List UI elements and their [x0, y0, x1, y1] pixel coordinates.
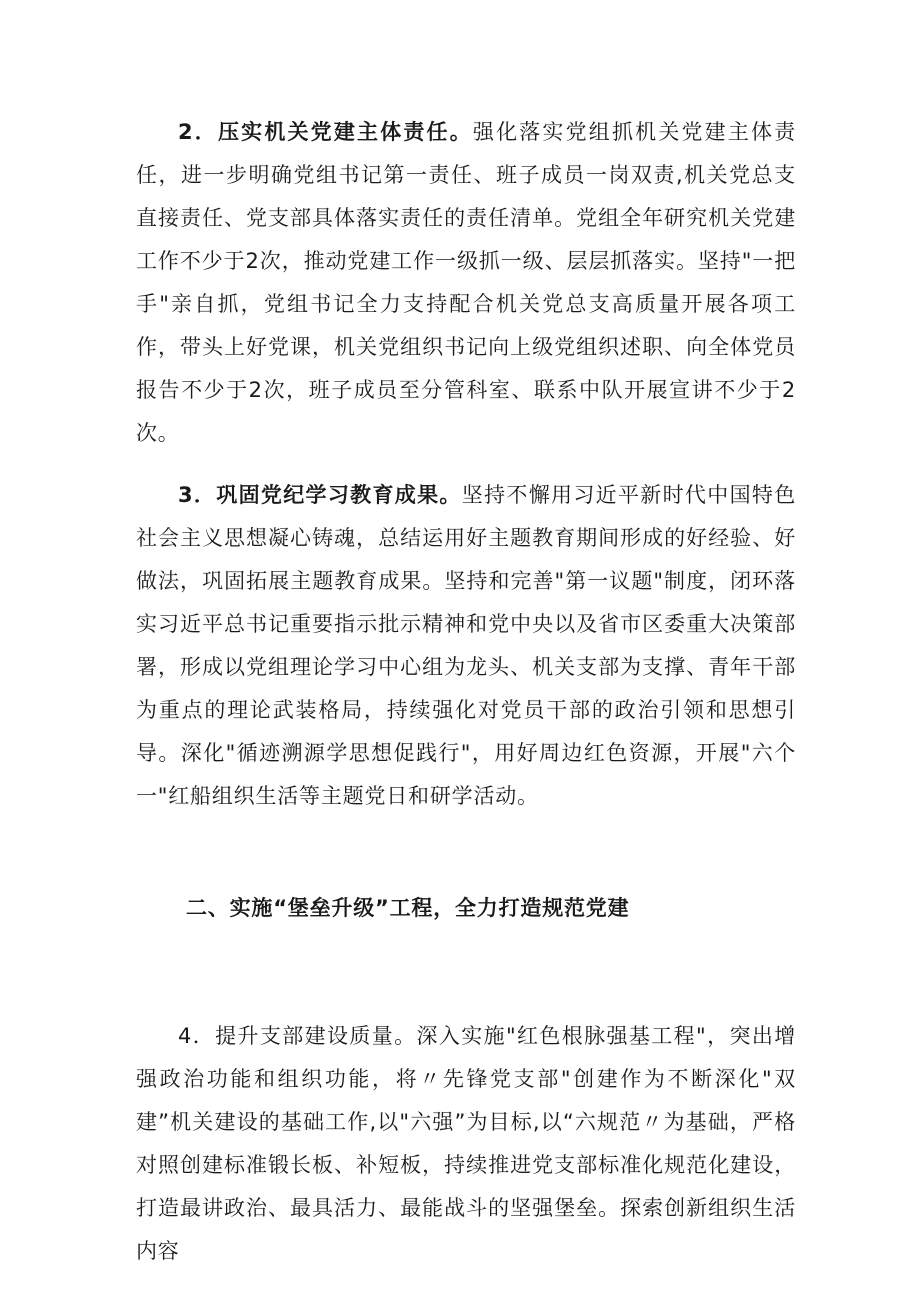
item-2-lead: 2．压实机关党建主体责任。: [178, 120, 473, 144]
item-4-lead: 4．: [178, 1024, 216, 1048]
item-3-body: 坚持不懈用习近平新时代中国特色社会主义思想凝心铸魂，总结运用好主题教育期间形成的好经验、好做法，巩固拓展主题教育成果。坚持和完善"第一议题"制度，闭环落实习近平总书记重要指示批示精神和党中央以及省市区委重大决策部署，形成以党组理论学习中心组为龙头、机关支部为支撑、青年干部为重点的理论武装格局，持续强化对党员干部的政治引领和思想引导。深化"循迹溯源学思想促践行"，用好周边红色资源，开展"六个一"红船组织生活等主题党日和研学活动。: [136, 483, 796, 808]
item-4-body: 提升支部建设质量。深入实施"红色根脉强基工程"，突出增强政治功能和组织功能，将〃先锋党支部"创建作为不断深化"双建”机关建设的基础工作,以"六强”为目标,以“六规范〃为基础，严格对照创建标准锻长板、补短板，持续推进党支部标准化规范化建设，打造最讲政治、最具活力、最能战斗的坚强堡垒。探索创新组织生活内容: [136, 1024, 796, 1263]
item-2-body: 强化落实党组抓机关党建主体责任，进一步明确党组书记第一责任、班子成员一岗双责,机关党总支直接责任、党支部具体落实责任的责任清单。党组全年研究机关党建工作不少于2次，推动党建工作一级抓一级、层层抓落实。坚持"一把手"亲自抓，党组书记全力支持配合机关党总支高质量开展各项工作，带头上好党课，机关党组织书记向上级党组织述职、向全体党员报告不少于2次，班子成员至分管科室、联系中队开展宣讲不少于2次。: [136, 120, 797, 445]
paragraph-item-2: [136, 111, 796, 455]
item-3-lead: 3．巩固党纪学习教育成果。: [178, 483, 462, 507]
paragraph-item-4: [136, 1015, 796, 1273]
section-2-heading: 二、实施“堡垒升级”工程，全力打造规范党建: [186, 896, 630, 920]
paragraph-item-3: [136, 474, 796, 818]
